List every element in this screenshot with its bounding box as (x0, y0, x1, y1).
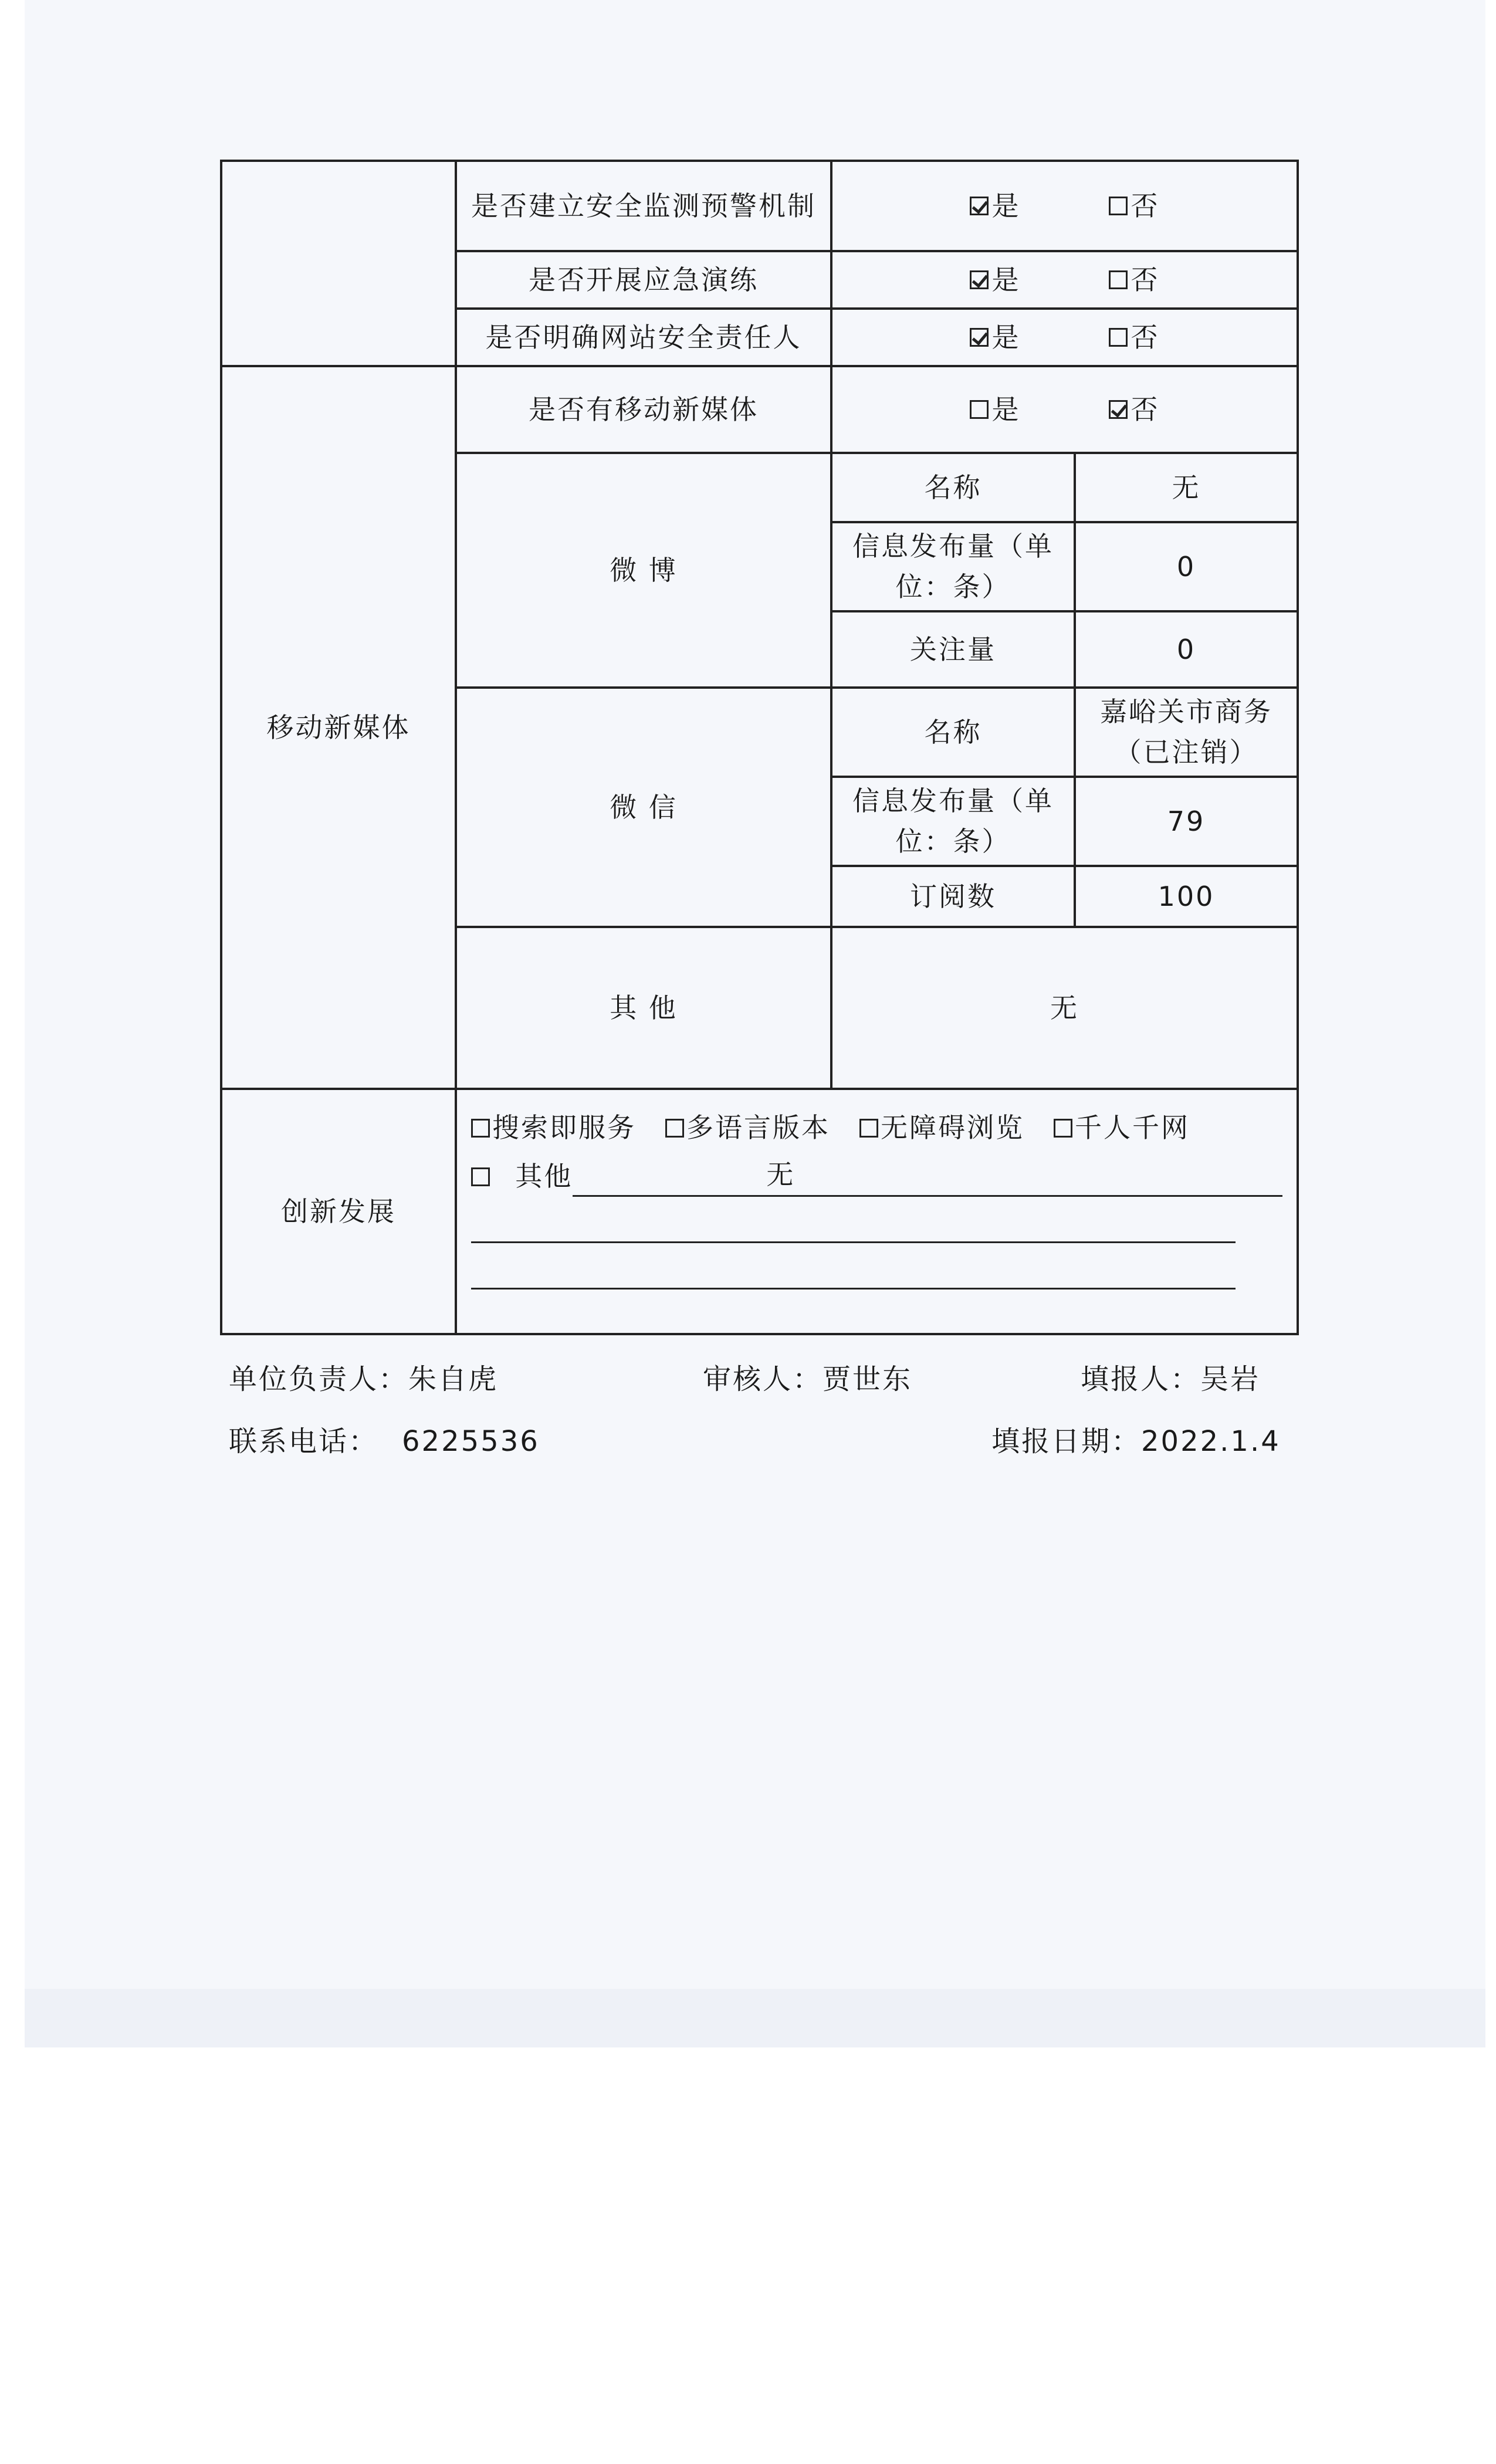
empty-box-icon (665, 1119, 684, 1138)
other-label: 其 他 (456, 927, 831, 1089)
empty-box-icon (859, 1119, 878, 1138)
table-row (221, 1089, 1298, 1334)
empty-box-icon (1109, 197, 1128, 215)
innovation-options (471, 1108, 1282, 1148)
report-form-table (220, 160, 1299, 1335)
empty-box-icon (1109, 270, 1128, 289)
question-cell: 是否明确网站安全责任人 (456, 309, 831, 366)
weibo-label: 微 博 (456, 453, 831, 688)
wechat-posts-label: 信息发布量（单位：条） (831, 777, 1075, 866)
table-row (221, 366, 1298, 453)
answer-cell (831, 366, 1298, 453)
innovation-other-line (471, 1156, 1282, 1197)
mobile-media-label: 移动新媒体 (221, 366, 456, 1089)
weibo-posts-label: 信息发布量（单位：条） (831, 522, 1075, 611)
empty-box-icon (1109, 328, 1128, 347)
checked-box-icon (970, 328, 989, 347)
security-section-cell (221, 161, 456, 366)
fill-date: 填报日期：2022.1.4 (991, 1425, 1281, 1458)
answer-cell (831, 309, 1298, 366)
option-accessibility[interactable]: 无障碍浏览 (859, 1108, 1024, 1148)
scan-edge (25, 1989, 1485, 2047)
weibo-follow-value: 0 (1075, 611, 1298, 688)
checked-box-icon (970, 197, 989, 215)
wechat-subs-label: 订阅数 (831, 866, 1075, 927)
blank-line (471, 1243, 1236, 1289)
empty-box-icon (471, 1119, 490, 1138)
checked-box-icon (1109, 400, 1128, 419)
yes-checkbox[interactable]: 是 (970, 317, 1021, 358)
yes-checkbox[interactable]: 是 (970, 260, 1021, 300)
wechat-label: 微 信 (456, 688, 831, 927)
filler: 填报人：吴岩 (1081, 1363, 1261, 1396)
blank-line (471, 1197, 1236, 1243)
checked-box-icon (970, 270, 989, 289)
wechat-name-label: 名称 (831, 688, 1075, 777)
empty-box-icon (970, 400, 989, 419)
other-fill-line[interactable]: 无 (573, 1160, 1282, 1197)
wechat-subs-value: 100 (1075, 866, 1298, 927)
reviewer: 审核人：贾世东 (703, 1363, 913, 1396)
option-search-service[interactable]: 搜索即服务 (471, 1108, 636, 1148)
weibo-name-value: 无 (1075, 453, 1298, 522)
innovation-label: 创新发展 (221, 1089, 456, 1334)
no-checkbox[interactable]: 否 (1109, 260, 1160, 300)
no-checkbox[interactable]: 否 (1109, 186, 1160, 226)
question-cell: 是否开展应急演练 (456, 251, 831, 309)
answer-cell (831, 161, 1298, 251)
contact-phone: 联系电话： 6225536 (229, 1425, 540, 1458)
innovation-options-cell (456, 1089, 1298, 1334)
wechat-name-value: 嘉峪关市商务（已注销） (1075, 688, 1298, 777)
other-value: 无 (831, 927, 1298, 1089)
unit-head: 单位负责人：朱自虎 (229, 1363, 499, 1396)
weibo-follow-label: 关注量 (831, 611, 1075, 688)
table-row (221, 161, 1298, 251)
option-multilingual[interactable]: 多语言版本 (665, 1108, 830, 1148)
option-other[interactable]: 其他 (471, 1156, 573, 1197)
weibo-posts-value: 0 (1075, 522, 1298, 611)
wechat-posts-value: 79 (1075, 777, 1298, 866)
no-checkbox[interactable]: 否 (1109, 317, 1160, 358)
empty-box-icon (471, 1167, 490, 1186)
option-personalized[interactable]: 千人千网 (1054, 1108, 1190, 1148)
question-cell: 是否有移动新媒体 (456, 366, 831, 453)
yes-checkbox[interactable]: 是 (970, 390, 1021, 430)
question-cell: 是否建立安全监测预警机制 (456, 161, 831, 251)
weibo-name-label: 名称 (831, 453, 1075, 522)
no-checkbox[interactable]: 否 (1109, 390, 1160, 430)
answer-cell (831, 251, 1298, 309)
yes-checkbox[interactable]: 是 (970, 186, 1021, 226)
empty-box-icon (1054, 1119, 1072, 1138)
